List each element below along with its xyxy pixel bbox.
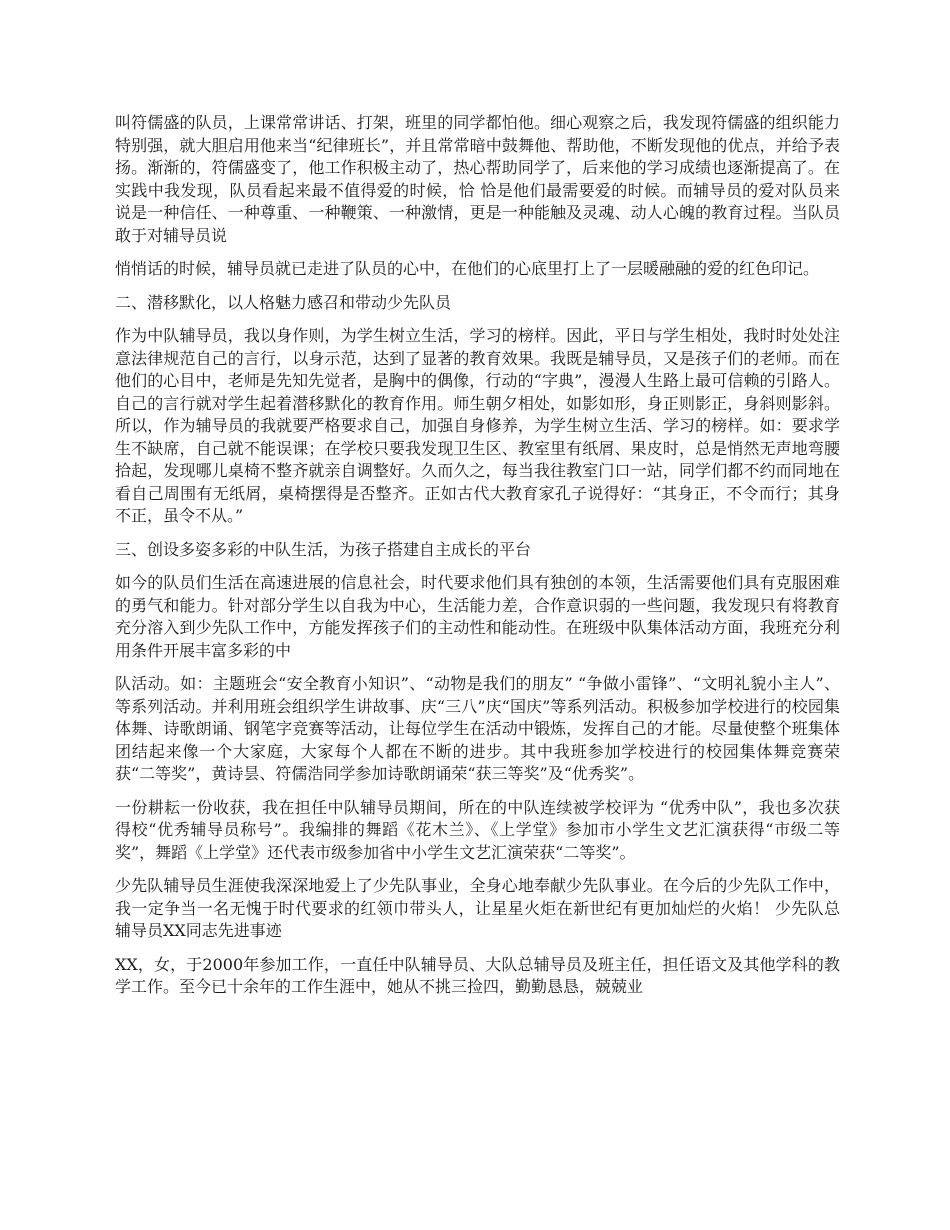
document-page [115, 112, 840, 1010]
paragraph-5: 队活动。如：主题班会“安全教育小知识”、“动物是我们的朋友” “争做小雷锋”、“文明礼貌小主人”、 等系列活动。并利用班会组织学生讲故事、庆“三八”庆“国庆”等系列活动。积极参加学校进行的校园集体舞、诗歌朗诵、钢笔字竞赛等活动，让每位学生在活动中锻炼，发挥自己的才能。尽量使整个班集体团结起来像一个大家庭，大家每个人都在不断的进步。其中我班参加学校进行的校园集体舞竞赛荣获“二等奖”，黄诗昙、符儒浩同学参加诗歌朗诵荣“获三等奖”及“优秀奖”。 [115, 674, 840, 783]
paragraph-8: XX，女，于2000年参加工作，一直任中队辅导员、大队总辅导员及班主任，担任语文及其他学科的教学工作。至今已十余年的工作生涯中，她从不挑三捡四，勤勤恳恳，兢兢业 [115, 954, 840, 996]
paragraph-1: 叫符儒盛的队员，上课常常讲话、打架，班里的同学都怕他。细心观察之后，我发现符儒盛的组织能力特别强，就大胆启用他来当“纪律班长”，并且常常暗中鼓舞他、帮助他，不断发现他的优点，并给予表扬。渐渐的，符儒盛变了，他工作积极主动了，热心帮助同学了，后来他的学习成绩也逐渐提高了。在实践中我发现，队员看起来最不值得爱的时候，恰 恰是他们最需要爱的时候。而辅导员的爱对队员来说是一种信任、一种尊重、一种鞭策、一种激情，更是一种能触及灵魂、动人心魄的教育过程。当队员敢于对辅导员说 [115, 113, 840, 245]
paragraph-6: 一份耕耘一份收获，我在担任中队辅导员期间，所在的中队连续被学校评为 “优秀中队”，我也多次获得校“优秀辅导员称号”。我编排的舞蹈《花木兰》、《上学堂》参加市小学生文艺汇演获得“市级二等奖”，舞蹈《上学堂》还代表市级参加省中小学生文艺汇演荣获“二等奖”。 [115, 797, 840, 862]
section-heading-3: 三、创设多姿多彩的中队生活，为孩子搭建自主成长的平台 [115, 539, 532, 559]
section-heading-2: 二、潜移默化，以人格魅力感召和带动少先队员 [115, 292, 452, 312]
paragraph-2: 悄悄话的时候，辅导员就已走进了队员的心中，在他们的心底里打上了一层暖融融的爱的红色印记。 [115, 259, 820, 278]
paragraph-3: 作为中队辅导员，我以身作则，为学生树立生活，学习的榜样。因此，平日与学生相处，我时时处处注意法律规范自己的言行，以身示范，达到了显著的教育效果。我既是辅导员，又是孩子们的老师。而在他们的心目中，老师是先知先觉者，是胸中的偶像，行动的“字典”，漫漫人生路上最可信赖的引路人。自己的言行就对学生起着潜移默化的教育作用。师生朝夕相处，如影如形，身正则影正，身斜则影斜。所以，作为辅导员的我就要严格要求自己，加强自身修养，为学生树立生活、学习的榜样。如：要求学生不缺席，自己就不能误课；在学校只要我发现卫生区、教室里有纸屑、果皮时，总是悄然无声地弯腰拾起，发现哪儿桌椅不整齐就亲自调整好。久而久之，每当我往教室门口一站，同学们都不约而同地在看自己周围有无纸屑，桌椅摆得是否整齐。正如古代大教育家孔子说得好：“其身正，不令而行；其身不正，虽令不从。” [115, 326, 840, 525]
paragraph-4: 如今的队员们生活在高速进展的信息社会，时代要求他们具有独创的本领，生活需要他们具有克服困难的勇气和能力。针对部分学生以自我为中心，生活能力差，合作意识弱的一些问题，我发现只有将教育充分溶入到少先队工作中，方能发挥孩子们的主动性和能动性。在班级中队集体活动方面，我班充分利用条件开展丰富多彩的中 [115, 573, 840, 660]
paragraph-7: 少先队辅导员生涯使我深深地爱上了少先队事业，全身心地奉献少先队事业。在今后的少先队工作中，我一定争当一名无愧于时代要求的红领巾带头人，让星星火炬在新世纪有更加灿烂的火焰！ 少先队总辅导员XX同志先进事迹 [115, 876, 840, 940]
